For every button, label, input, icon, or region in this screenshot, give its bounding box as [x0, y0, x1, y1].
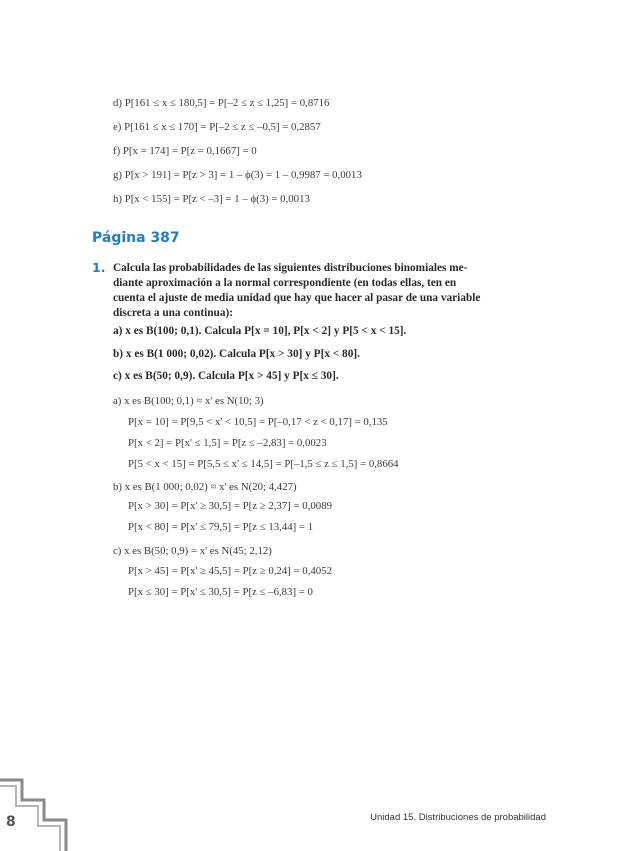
solution-a-head: a) x es B(100; 0,1) ≈ x' es N(10; 3)	[113, 395, 264, 407]
statement-line: Calcula las probabilidades de las siguientes distribuciones binomiales me-	[113, 262, 468, 274]
solution-b-line: P[x > 30] = P[x' ≥ 30,5] = P[z ≥ 2,37] = 0,0089	[128, 500, 332, 512]
solution-c-line: P[x > 45] = P[x' ≥ 45,5] = P[z ≥ 0,24] = 0,4052	[128, 565, 332, 577]
statement-line: cuenta el ajuste de media unidad que hay que hacer al pasar de una variable	[113, 292, 481, 304]
solution-a-line: P[5 < x < 15] = P[5,5 ≤ x' ≤ 14,5] = P[–1,5 ≤ z ≤ 1,5] = 0,8664	[128, 458, 399, 470]
solution-b-line: P[x < 80] = P[x' ≤ 79,5] = P[z ≤ 13,44] = 1	[128, 521, 314, 533]
problem-statement	[113, 261, 545, 321]
solution-h: h) P[x < 155] = P[z < –3] = 1 – ϕ(3) = 0,0013	[113, 193, 310, 205]
solution-c-head: c) x es B(50; 0,9) = x' es N(45; 2,12)	[113, 545, 272, 557]
subpart-c: c) x es B(50; 0,9). Calcula P[x > 45] y P[x ≤ 30].	[113, 370, 339, 382]
statement-line: discreta a una continua):	[113, 307, 233, 319]
solution-b-head: b) x es B(1 000; 0,02) ≈ x' es N(20; 4,427)	[113, 481, 297, 493]
solution-a-line: P[x < 2] = P[x' ≤ 1,5] = P[z ≤ –2,83] = 0,0023	[128, 437, 327, 449]
solution-a-line: P[x = 10] = P[9,5 < x' < 10,5] = P[–0,17 < z < 0,17] = 0,135	[128, 416, 388, 428]
solution-e: e) P[161 ≤ x ≤ 170] = P[–2 ≤ z ≤ –0,5] = 0,2857	[113, 121, 321, 133]
solution-c-line: P[x ≤ 30] = P[x' ≤ 30,5] = P[z ≤ –6,83] = 0	[128, 586, 313, 598]
page-number: 8	[6, 814, 16, 830]
subpart-b: b) x es B(1 000; 0,02). Calcula P[x > 30] y P[x < 80].	[113, 348, 360, 360]
section-heading: Página 387	[92, 230, 180, 246]
solution-f: f) P[x = 174] = P[z = 0,1667] = 0	[113, 145, 257, 157]
statement-line: diante aproximación a la normal correspondiente (en todas ellas, ten en	[113, 277, 457, 289]
problem-number: 1.	[92, 260, 106, 275]
solution-d: d) P[161 ≤ x ≤ 180,5] = P[–2 ≤ z ≤ 1,25] = 0,8716	[113, 97, 330, 109]
subpart-a: a) x es B(100; 0,1). Calcula P[x = 10], P[x < 2] y P[5 < x < 15].	[113, 325, 407, 337]
solution-g: g) P[x > 191] = P[z > 3] = 1 – ϕ(3) = 1 – 0,9987 = 0,0013	[113, 169, 362, 181]
unit-title: Unidad 15. Distribuciones de probabilidad	[370, 812, 546, 823]
